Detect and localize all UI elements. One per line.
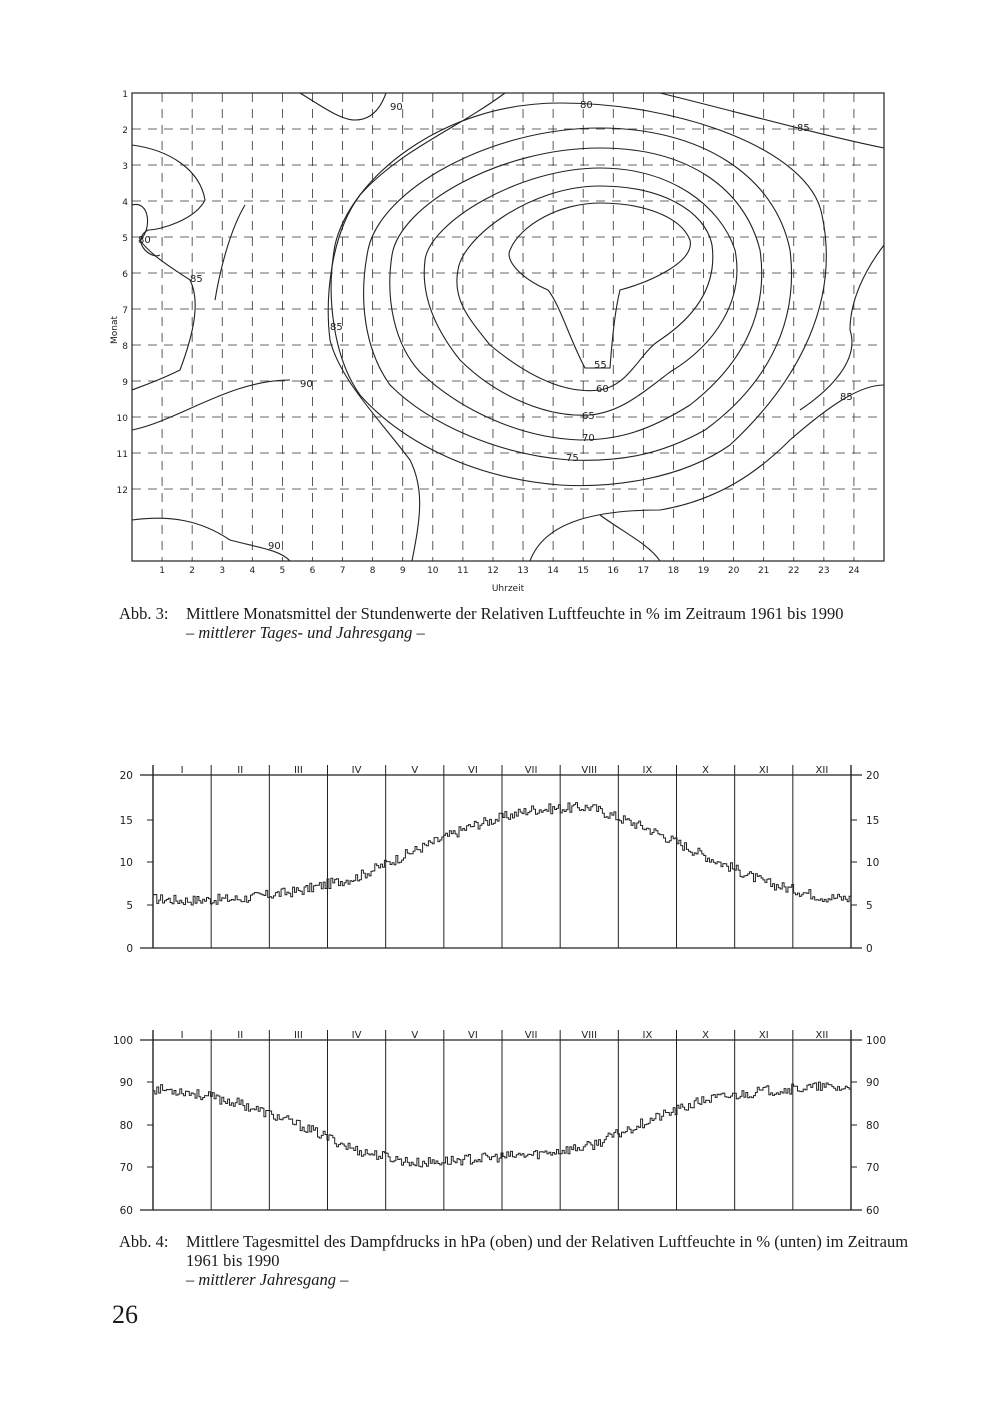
month-label: IX: [642, 765, 653, 776]
contour-label: 65: [582, 411, 595, 422]
month-tick-label: 3: [122, 162, 128, 172]
contour-label: 85: [190, 274, 203, 285]
hour-tick-label: 2: [189, 566, 196, 576]
figure3-caption-sub: – mittlerer Tages- und Jahresgang –: [186, 623, 425, 642]
hour-tick-label: 24: [848, 566, 860, 576]
month-label: I: [180, 1030, 184, 1041]
month-label: XI: [758, 1030, 769, 1041]
contour-label: 55: [594, 360, 607, 371]
month-label: VII: [524, 1030, 538, 1041]
y-tick-label: 15: [119, 815, 133, 827]
month-label: III: [293, 765, 303, 776]
hour-tick-label: 6: [309, 566, 316, 576]
y-tick-label: 100: [112, 1035, 133, 1047]
figure4-caption-text: Mittlere Tagesmittel des Dampfdrucks in hPa (oben) und der Relativen Luftfeuchte in % (unten) im Zeitraum 1961 bis 1990: [186, 1232, 909, 1270]
hour-tick-label: 7: [339, 566, 346, 576]
hour-tick-label: 22: [788, 566, 800, 576]
y-tick-label-right: 60: [866, 1205, 880, 1217]
contour-label: 70: [582, 433, 595, 444]
contour-label: 80: [580, 100, 593, 111]
y-tick-label-right: 0: [866, 943, 873, 955]
month-label: XII: [815, 765, 829, 776]
hour-tick-label: 23: [818, 566, 830, 576]
y-tick-label: 80: [119, 1120, 133, 1132]
y-tick-label-right: 100: [866, 1035, 887, 1047]
contour-label: 85: [840, 392, 853, 403]
month-label: X: [702, 765, 710, 776]
hour-tick-label: 5: [279, 566, 286, 576]
month-tick-label: 4: [122, 198, 128, 208]
figure4-caption-label: Abb. 4:: [119, 1232, 169, 1251]
hour-tick-label: 8: [369, 566, 376, 576]
y-tick-label-right: 15: [866, 815, 880, 827]
month-tick-label: 9: [122, 378, 128, 388]
humidity-annual-chart: [113, 1030, 886, 1217]
y-tick-label-right: 70: [866, 1162, 880, 1174]
hour-tick-label: 17: [637, 566, 650, 576]
page-number: 26: [112, 1300, 138, 1329]
y-tick-label: 0: [126, 943, 133, 955]
hour-tick-label: 19: [697, 566, 710, 576]
month-tick-label: 1: [122, 90, 128, 100]
month-label: XII: [815, 1030, 829, 1041]
month-label: XI: [758, 765, 769, 776]
y-tick-label-right: 90: [866, 1077, 880, 1089]
figure3-caption-text: Mittlere Monatsmittel der Stundenwerte der Relativen Luftfeuchte in % im Zeitraum 1961 bis 1990: [186, 604, 844, 623]
month-label: IV: [351, 1030, 362, 1041]
hour-tick-label: 11: [457, 566, 469, 576]
contour-label: 90: [300, 379, 313, 390]
hour-tick-label: 13: [517, 566, 529, 576]
hour-tick-label: 9: [399, 566, 406, 576]
month-label: IV: [351, 765, 362, 776]
month-tick-label: 2: [122, 126, 128, 136]
y-tick-label-right: 20: [866, 770, 880, 782]
contour-label: 90: [268, 541, 281, 552]
contour-label: 75: [566, 453, 579, 464]
y-tick-label: 10: [119, 857, 133, 869]
hour-tick-label: 20: [727, 566, 740, 576]
figure3-caption-label: Abb. 3:: [119, 604, 169, 623]
month-label: II: [237, 765, 244, 776]
hour-tick-label: 3: [219, 566, 226, 576]
hour-tick-label: 4: [249, 566, 256, 576]
y-tick-label: 60: [119, 1205, 133, 1217]
month-tick-label: 6: [122, 270, 128, 280]
month-label: I: [180, 765, 184, 776]
month-label: III: [293, 1030, 303, 1041]
hour-tick-label: 10: [427, 566, 439, 576]
month-tick-label: 12: [116, 486, 128, 496]
contour-label: 85: [330, 322, 343, 333]
hour-tick-label: 21: [757, 566, 770, 576]
month-tick-label: 10: [116, 414, 128, 424]
contour-label: 80: [138, 235, 151, 246]
contour-label: 90: [390, 102, 403, 113]
month-label: VII: [524, 765, 538, 776]
vapour-pressure-chart: [120, 765, 880, 955]
y-tick-label-right: 5: [866, 900, 873, 912]
month-label: X: [702, 1030, 710, 1041]
y-tick-label: 5: [126, 900, 133, 912]
y-tick-label: 70: [119, 1162, 133, 1174]
y-tick-label: 90: [119, 1077, 133, 1089]
y-tick-label: 20: [119, 770, 133, 782]
month-tick-label: 8: [122, 342, 128, 352]
month-label: II: [237, 1030, 244, 1041]
hour-tick-label: 18: [667, 566, 680, 576]
month-label: VI: [468, 765, 478, 776]
month-tick-label: 7: [122, 306, 128, 316]
y-tick-label-right: 10: [866, 857, 880, 869]
hour-tick-label: 16: [607, 566, 620, 576]
y-tick-label-right: 80: [866, 1120, 880, 1132]
month-label: V: [411, 1030, 419, 1041]
month-label: V: [411, 765, 419, 776]
month-label: VIII: [581, 1030, 598, 1041]
hour-tick-label: 15: [577, 566, 589, 576]
contour-x-axis-label: Uhrzeit: [491, 584, 525, 594]
figure4-caption: [119, 1232, 909, 1289]
hour-tick-label: 1: [159, 566, 165, 576]
month-tick-label: 11: [116, 450, 128, 460]
hour-tick-label: 14: [547, 566, 559, 576]
month-label: IX: [642, 1030, 653, 1041]
month-label: VIII: [581, 765, 598, 776]
contour-label: 60: [596, 384, 609, 395]
month-label: VI: [468, 1030, 478, 1041]
figure4-caption-sub: – mittlerer Jahresgang –: [186, 1270, 349, 1289]
contour-label: 85: [797, 123, 810, 134]
month-tick-label: 5: [122, 234, 128, 244]
contour-y-axis-label: Monat: [110, 315, 120, 345]
hour-tick-label: 12: [487, 566, 499, 576]
